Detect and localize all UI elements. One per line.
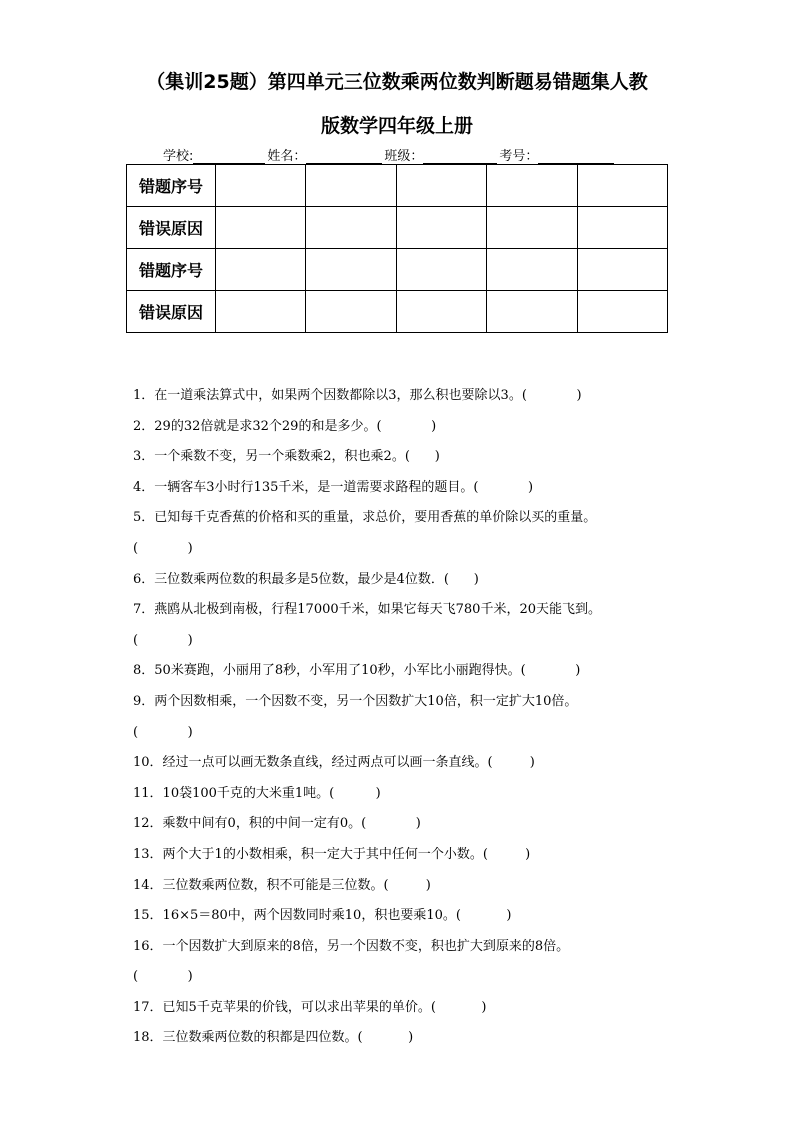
question-item xyxy=(133,595,693,626)
question-item xyxy=(133,901,693,932)
name-label: 姓名： xyxy=(267,149,307,164)
question-item xyxy=(133,748,693,779)
error-table-cell[interactable] xyxy=(216,207,306,249)
error-table-cell[interactable] xyxy=(306,207,396,249)
class-field[interactable] xyxy=(423,150,497,164)
answer-blank[interactable]: ( ) xyxy=(443,571,479,587)
answer-blank[interactable]: ( ) xyxy=(455,908,512,924)
student-info-row xyxy=(163,145,616,164)
question-item xyxy=(133,412,693,443)
error-table-row xyxy=(127,165,668,207)
question-text: 9．两个因数相乘，一个因数不变，另一个因数扩大10倍，积一定扩大10倍。 xyxy=(133,693,578,709)
answer-blank[interactable]: ( ) xyxy=(133,724,193,740)
answer-blank[interactable]: ( ) xyxy=(404,449,440,465)
question-text: 4．一辆客车3小时行135千米，是一道需要求路程的题目。 xyxy=(133,479,474,495)
question-item xyxy=(133,871,693,902)
answer-blank[interactable]: ( ) xyxy=(521,388,582,403)
answer-blank[interactable]: ( ) xyxy=(482,846,531,862)
question-text: 16．一个因数扩大到原来的8倍，另一个因数不变，积也扩大到原来的8倍。 xyxy=(133,938,570,954)
error-table-cell[interactable] xyxy=(216,249,306,291)
question-text: 1．在一道乘法算式中，如果两个因数都除以3，那么积也要除以3。 xyxy=(133,388,522,403)
answer-blank[interactable]: ( ) xyxy=(520,663,581,679)
question-item xyxy=(133,779,693,810)
question-text: 11．10袋100千克的大米重1吨。 xyxy=(133,785,330,801)
answer-blank[interactable]: ( ) xyxy=(473,479,534,495)
question-text: 17．已知5千克苹果的价钱，可以求出苹果的单价。 xyxy=(133,999,431,1015)
question-item xyxy=(133,993,693,1024)
question-text: 8．50米赛跑，小丽用了8秒，小军用了10秒，小军比小丽跑得快。 xyxy=(133,663,521,679)
question-item xyxy=(133,687,693,718)
error-table-row xyxy=(127,207,668,249)
question-item xyxy=(133,809,693,840)
question-text: 15．16×5＝80中，两个因数同时乘10，积也要乘10。 xyxy=(133,908,456,924)
error-table-row xyxy=(127,249,668,291)
question-text: 2．29的32倍就是求32个29的和是多少。 xyxy=(133,418,377,434)
error-table-cell[interactable] xyxy=(577,291,667,333)
answer-blank[interactable]: ( ) xyxy=(430,999,487,1015)
error-table-cell[interactable] xyxy=(396,291,486,333)
error-table-row xyxy=(127,291,668,333)
question-item xyxy=(133,442,693,473)
exam-number-field[interactable] xyxy=(538,150,614,164)
error-table-cell[interactable] xyxy=(577,165,667,207)
error-table-cell[interactable] xyxy=(487,291,577,333)
error-table-cell[interactable] xyxy=(306,165,396,207)
exam-number-label: 考号： xyxy=(499,149,539,164)
answer-blank[interactable]: ( ) xyxy=(133,540,193,556)
school-label: 学校: xyxy=(163,149,194,164)
question-text: 5．已知每千克香蕉的价格和买的重量，求总价，要用香蕉的单价除以买的重量。 xyxy=(133,510,597,526)
answer-blank[interactable]: ( ) xyxy=(133,969,193,985)
question-list xyxy=(133,381,693,1054)
error-table-cell[interactable] xyxy=(487,165,577,207)
answer-blank[interactable]: ( ) xyxy=(329,785,381,801)
question-item xyxy=(133,932,693,963)
question-item xyxy=(133,656,693,687)
error-table-cell[interactable] xyxy=(577,249,667,291)
answer-blank[interactable]: ( ) xyxy=(376,418,437,434)
question-text: 3．一个乘数不变，另一个乘数乘2，积也乘2。 xyxy=(133,449,405,465)
question-text: 6．三位数乘两位数的积最多是5位数，最少是4位数． xyxy=(133,571,444,587)
error-table-cell[interactable] xyxy=(396,165,486,207)
error-table-cell[interactable] xyxy=(487,207,577,249)
error-table-cell[interactable] xyxy=(396,249,486,291)
school-field[interactable] xyxy=(193,150,265,164)
question-item xyxy=(133,503,693,534)
answer-blank[interactable]: ( ) xyxy=(361,816,421,832)
error-table-row-label: 错题序号 xyxy=(127,165,216,207)
question-item xyxy=(133,962,693,993)
question-item xyxy=(133,1023,693,1054)
question-item xyxy=(133,381,693,412)
error-table-cell[interactable] xyxy=(216,165,306,207)
error-table-cell[interactable] xyxy=(216,291,306,333)
question-item xyxy=(133,473,693,504)
error-table-cell[interactable] xyxy=(487,249,577,291)
answer-blank[interactable]: ( ) xyxy=(487,755,535,771)
answer-blank[interactable]: ( ) xyxy=(357,1030,414,1046)
error-table-cell[interactable] xyxy=(577,207,667,249)
document-title-line-2: 版数学四年级上册 xyxy=(320,115,473,137)
answer-blank[interactable]: ( ) xyxy=(383,877,431,893)
question-item xyxy=(133,565,693,596)
error-table-row-label: 错误原因 xyxy=(127,207,216,249)
question-item xyxy=(133,840,693,871)
question-text: 13．两个大于1的小数相乘，积一定大于其中任何一个小数。 xyxy=(133,846,483,862)
question-text: 7．燕鸥从北极到南极，行程17000千米，如果它每天飞780千米，20天能飞到。 xyxy=(133,602,601,618)
error-table-cell[interactable] xyxy=(306,249,396,291)
question-text: 12．乘数中间有0，积的中间一定有0。 xyxy=(133,816,362,832)
document-title-line-1: （集训25题）第四单元三位数乘两位数判断题易错题集人教 xyxy=(146,71,648,93)
name-field[interactable] xyxy=(306,150,382,164)
error-table-cell[interactable] xyxy=(306,291,396,333)
question-text: 10．经过一点可以画无数条直线，经过两点可以画一条直线。 xyxy=(133,755,488,771)
class-label: 班级： xyxy=(384,149,424,164)
error-record-table xyxy=(126,164,668,333)
question-item xyxy=(133,718,693,749)
question-item xyxy=(133,534,693,565)
error-table-cell[interactable] xyxy=(396,207,486,249)
question-text: 14．三位数乘两位数，积不可能是三位数。 xyxy=(133,877,384,893)
answer-blank[interactable]: ( ) xyxy=(133,632,193,648)
question-item xyxy=(133,626,693,657)
error-table-row-label: 错题序号 xyxy=(127,249,216,291)
error-table-row-label: 错误原因 xyxy=(127,291,216,333)
question-text: 18．三位数乘两位数的积都是四位数。 xyxy=(133,1030,358,1046)
